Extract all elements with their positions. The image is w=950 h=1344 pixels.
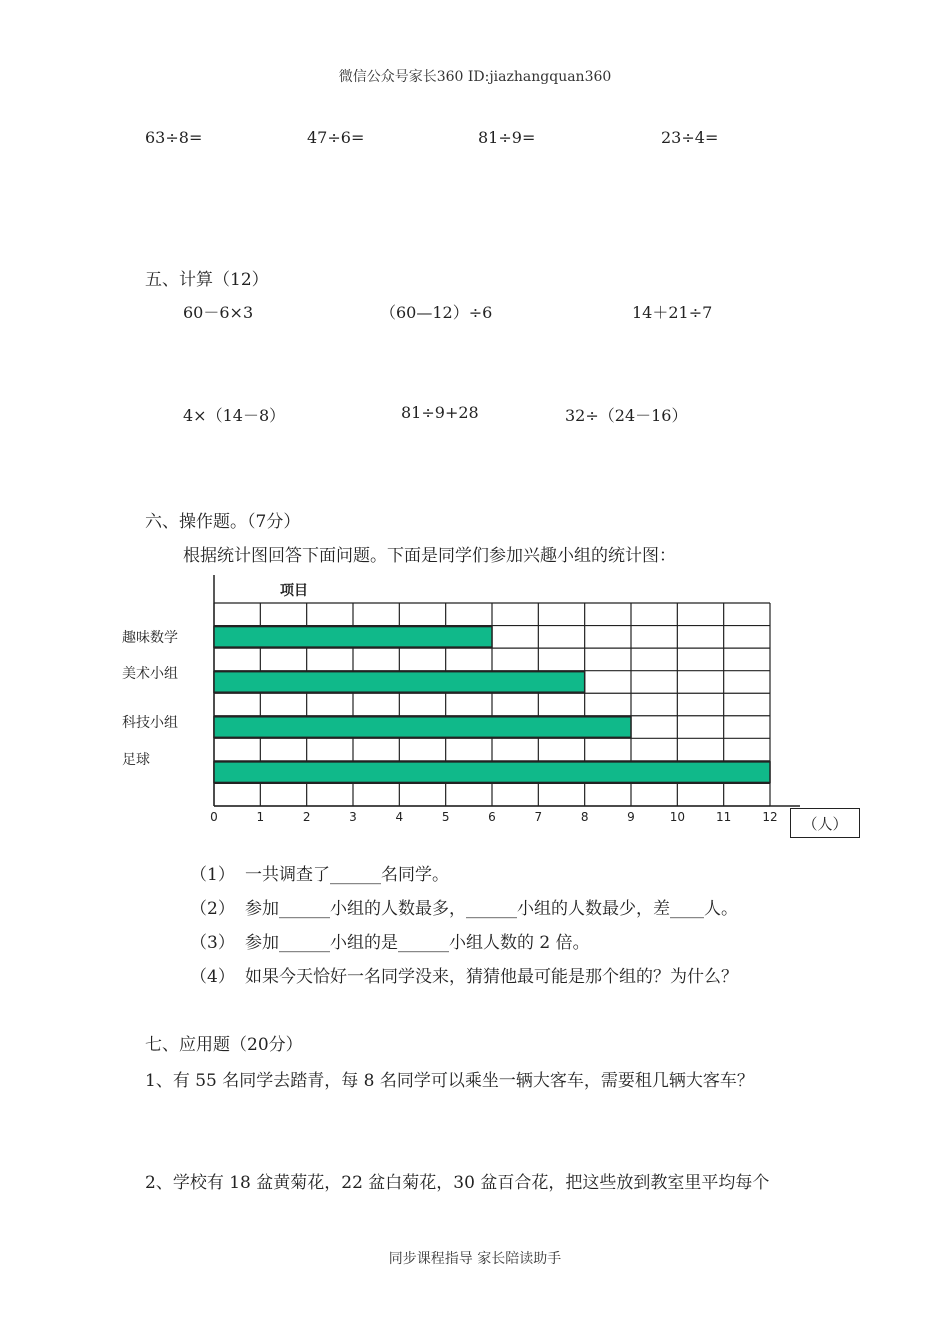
section7-title: 七、应用题（20分） xyxy=(145,1035,303,1055)
division-problem-3: 81÷9= xyxy=(478,128,536,147)
x-tick-8: 8 xyxy=(580,810,589,824)
question-3-number: （3） xyxy=(190,933,235,953)
x-tick-0: 0 xyxy=(210,810,218,824)
x-tick-5: 5 xyxy=(441,810,450,824)
question-4-text: 如果今天恰好一名同学没来，猜猜他最可能是那个组的？为什么？ xyxy=(245,967,738,987)
x-tick-11: 11 xyxy=(716,810,732,824)
question-3-text: 参加______小组的是______小组人数的 2 倍。 xyxy=(245,933,590,953)
x-tick-6: 6 xyxy=(488,810,496,824)
bar-4 xyxy=(214,762,770,783)
question-2-text: 参加______小组的人数最多，______小组的人数最少，差____人。 xyxy=(245,899,738,919)
section6-intro: 根据统计图回答下面问题。下面是同学们参加兴趣小组的统计图： xyxy=(183,546,676,566)
category-label-1: 趣味数学 xyxy=(122,630,178,646)
x-tick-12: 12 xyxy=(762,810,778,824)
page-footer: 同步课程指导 家长陪读助手 xyxy=(388,1251,562,1267)
chart-unit-label: （人） xyxy=(790,808,860,838)
question-1-text: 一共调查了______名同学。 xyxy=(245,865,449,885)
question-1-number: （1） xyxy=(190,865,235,885)
section5-title: 五、计算（12） xyxy=(145,270,269,290)
bar-2 xyxy=(214,672,585,693)
application-question-2: 2、学校有 18 盆黄菊花，22 盆白菊花，30 盆百合花，把这些放到教室里平均每个 xyxy=(145,1173,770,1193)
section6-title: 六、操作题。（7分） xyxy=(145,512,301,532)
page-header: 微信公众号家长360 ID:jiazhangquan360 xyxy=(338,69,612,85)
chart-categories xyxy=(122,629,178,768)
division-problem-2: 47÷6= xyxy=(307,128,365,147)
x-tick-4: 4 xyxy=(395,810,404,824)
category-label-3: 科技小组 xyxy=(122,715,178,731)
calc-problem-2: （60—12）÷6 xyxy=(380,303,493,322)
x-tick-3: 3 xyxy=(349,810,357,824)
x-tick-7: 7 xyxy=(534,810,543,824)
x-tick-9: 9 xyxy=(627,810,635,824)
calc-problem-3: 14＋21÷7 xyxy=(632,303,713,322)
question-4-number: （4） xyxy=(190,967,235,987)
x-tick-10: 10 xyxy=(669,810,685,824)
calc-problem-6: 32÷（24－16） xyxy=(565,406,688,425)
calc-problem-4: 4×（14－8） xyxy=(183,406,286,425)
division-problem-4: 23÷4= xyxy=(661,128,719,147)
category-label-4: 足球 xyxy=(122,752,150,768)
calc-problem-5: 81÷9+28 xyxy=(401,403,479,422)
division-problem-1: 63÷8= xyxy=(145,128,203,147)
chart-x-ticks xyxy=(210,810,777,824)
question-2-number: （2） xyxy=(190,899,235,919)
bar-chart xyxy=(110,575,810,825)
category-label-2: 美术小组 xyxy=(122,666,178,682)
x-tick-2: 2 xyxy=(302,810,311,824)
application-question-1: 1、有 55 名同学去踏青，每 8 名同学可以乘坐一辆大客车，需要租几辆大客车？ xyxy=(145,1071,754,1091)
x-tick-1: 1 xyxy=(256,810,265,824)
calc-problem-1: 60－6×3 xyxy=(183,303,254,322)
chart-title: 项目 xyxy=(280,583,308,599)
bar-3 xyxy=(214,717,631,738)
bar-1 xyxy=(214,627,492,648)
